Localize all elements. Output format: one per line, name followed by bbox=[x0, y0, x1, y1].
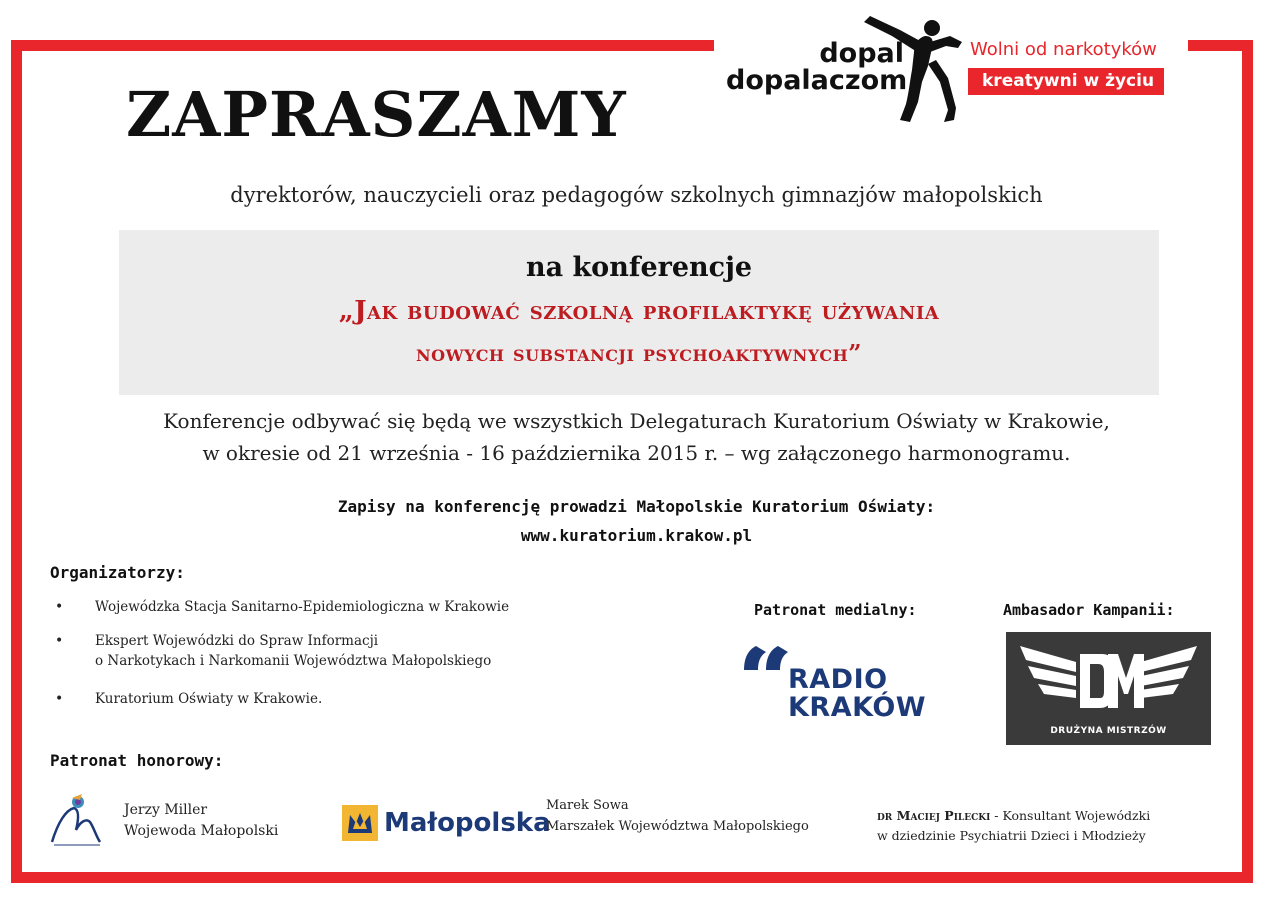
miller-role: Wojewoda Małopolski bbox=[124, 823, 279, 839]
radio-wordmark: RADIO KRAKÓW bbox=[788, 664, 927, 723]
pilecki-name: dr Maciej Pilecki bbox=[877, 808, 991, 823]
registration-url[interactable]: www.kuratorium.krakow.pl bbox=[520, 526, 753, 545]
list-item: • Kuratorium Oświaty w Krakowie. bbox=[50, 689, 509, 709]
dm-caption: DRUŻYNA MISTRZÓW bbox=[1050, 726, 1167, 736]
campaign-logo bbox=[726, 6, 1176, 126]
honorary-heading: Patronat honorowy: bbox=[50, 751, 224, 770]
malopolska-wordmark: Małopolska bbox=[384, 808, 551, 838]
sowa-role: Marszałek Województwa Małopolskiego bbox=[546, 819, 809, 834]
registration-text: Zapisy na konferencję prowadzi Małopolskie Kuratorium Oświaty: bbox=[337, 497, 936, 516]
miller-text bbox=[124, 800, 278, 842]
conference-band bbox=[119, 230, 1159, 395]
list-item: • Ekspert Wojewódzki do Spraw Informacji o Narkotykach i Narkomanii Województwa Małopolskiego bbox=[50, 631, 509, 671]
dm-wings-icon bbox=[1006, 632, 1211, 727]
pilecki-text bbox=[877, 806, 1150, 846]
malopolska-icon bbox=[342, 805, 378, 841]
voivode-emblem-icon bbox=[48, 792, 106, 848]
headline: ZAPRASZAMY bbox=[126, 78, 627, 151]
invite-line: dyrektorów, nauczycieli oraz pedagogów szkolnych gimnazjów małopolskich bbox=[230, 183, 1043, 207]
quote-mark-icon bbox=[742, 644, 790, 674]
slogan-bottom: kreatywni w życiu bbox=[968, 68, 1164, 95]
conference-title-line1: „Jak budować szkolną profilaktykę używania bbox=[338, 296, 940, 326]
logo-line1: dopal bbox=[819, 38, 904, 69]
list-item: • Wojewódzka Stacja Sanitarno-Epidemiologiczna w Krakowie bbox=[50, 597, 509, 617]
malopolska-crown-icon bbox=[342, 805, 378, 841]
info-line2: w okresie od 21 września - 16 października 2015 r. – wg załączonego harmonogramu. bbox=[202, 441, 1071, 465]
kick-silhouette-icon bbox=[852, 6, 972, 126]
radio-krakow-logo bbox=[742, 644, 942, 728]
sowa-name: Marek Sowa bbox=[546, 798, 629, 813]
slogan-top: Wolni od narkotyków bbox=[970, 39, 1157, 60]
druzyna-mistrzow-logo bbox=[1006, 632, 1211, 745]
media-heading: Patronat medialny: bbox=[754, 601, 917, 619]
conference-title-line2: nowych substancji psychoaktywnych” bbox=[416, 340, 862, 367]
pilecki-role-b: w dziedzinie Psychiatrii Dzieci i Młodzieży bbox=[877, 828, 1146, 843]
conference-intro: na konferencje bbox=[525, 252, 753, 283]
info-line1: Konferencje odbywać się będą we wszystkich Delegaturach Kuratorium Oświaty w Krakowie, bbox=[163, 409, 1110, 433]
organizers-list bbox=[50, 597, 509, 709]
miller-name: Jerzy Miller bbox=[124, 802, 208, 818]
sowa-text bbox=[546, 795, 809, 837]
ambassador-heading: Ambasador Kampanii: bbox=[1003, 601, 1175, 619]
organizers-heading: Organizatorzy: bbox=[50, 563, 185, 582]
logo-line2: dopalaczom bbox=[726, 65, 908, 96]
pilecki-role-a: - Konsultant Wojewódzki bbox=[990, 808, 1151, 823]
